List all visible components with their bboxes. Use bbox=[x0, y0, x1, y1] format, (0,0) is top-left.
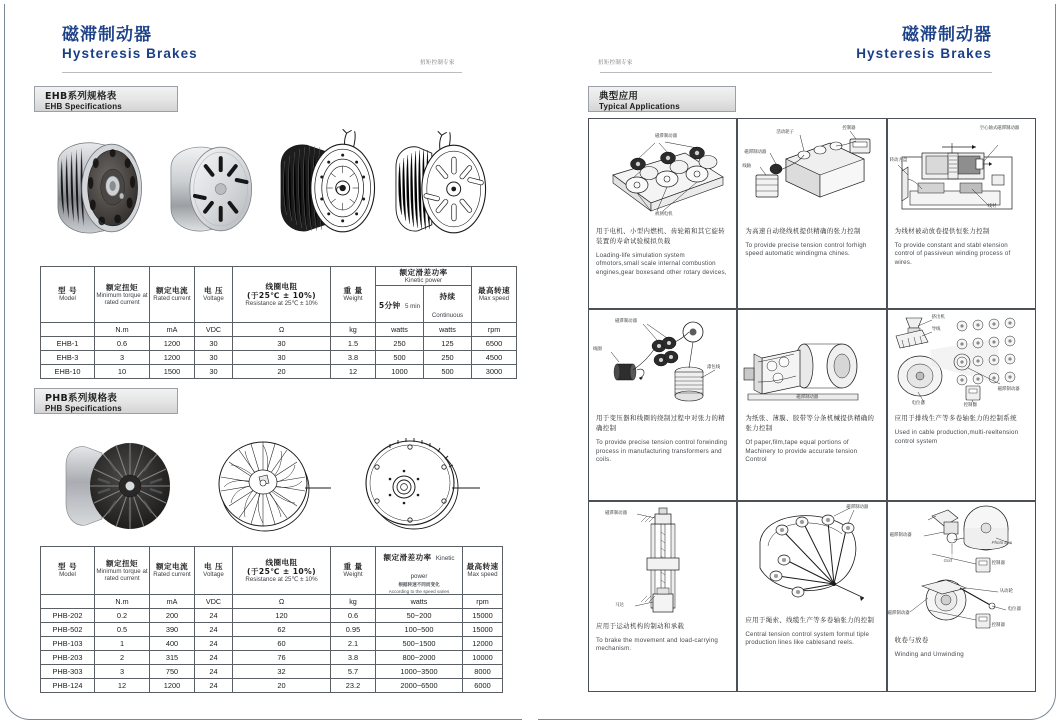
label-wire: 导线 bbox=[931, 327, 941, 333]
phb-col-maxspeed-en: Max speed bbox=[467, 571, 498, 579]
phb-r2-c5: 2.1 bbox=[331, 637, 376, 651]
tagline-right: 扭矩控制专家 bbox=[598, 60, 633, 66]
ehb-col-resistance-en: Resistance at 25℃ ± 10% bbox=[245, 299, 318, 307]
header-title-en-right: Hysteresis Brakes bbox=[856, 46, 992, 61]
phb-col-voltage-en: Voltage bbox=[203, 571, 224, 579]
ehb-sub-5min-en: 5 min bbox=[404, 303, 421, 310]
phb-r3-c1: 2 bbox=[95, 651, 150, 665]
label-controller-bottom: 控制器 bbox=[991, 622, 1005, 628]
app-caption-rope-central-tension bbox=[738, 612, 885, 652]
ehb-r2-c7: 500 bbox=[424, 365, 472, 379]
label-hysteresis-brake: 磁滞制动器 bbox=[744, 150, 767, 155]
phb-r2-c7: 12000 bbox=[463, 637, 503, 651]
ehb-col-current-cn: 额定电流 bbox=[156, 286, 188, 296]
phb-col-model-en: Model bbox=[59, 571, 76, 579]
app-cell-passive-unwinding[interactable] bbox=[887, 118, 1036, 309]
phb-r2-c0: PHB-103 bbox=[41, 637, 95, 651]
table-row bbox=[41, 679, 503, 693]
phb-col-resistance-cn: 线圈电阻 bbox=[265, 557, 298, 567]
label-controller: 控制器 bbox=[963, 403, 977, 409]
ehb-r2-c6: 1000 bbox=[376, 365, 424, 379]
ehb-col-model-cn: 型 号 bbox=[57, 286, 78, 296]
phb-r3-c3: 24 bbox=[195, 651, 233, 665]
table-row bbox=[41, 637, 503, 651]
ehb-r2-c4: 20 bbox=[233, 365, 331, 379]
app-cell-slitting-machine[interactable] bbox=[737, 309, 886, 500]
rope-central-tension-diagram bbox=[738, 502, 886, 612]
phb-r0-c2: 200 bbox=[150, 609, 195, 623]
ehb-unit-3: VDC bbox=[195, 323, 233, 337]
ehb-r0-c4: 30 bbox=[233, 337, 331, 351]
phb-col-resistance-cn2: (于25℃ ± 10%) bbox=[247, 566, 316, 576]
transformer-winding-diagram bbox=[589, 310, 737, 410]
phb-unit-5: kg bbox=[331, 595, 376, 609]
ehb-r1-c1: 3 bbox=[95, 351, 150, 365]
phb-r4-c3: 24 bbox=[195, 665, 233, 679]
app-caption-en: To brake the movement and load-carrying mechanism. bbox=[596, 636, 718, 653]
table-row bbox=[41, 337, 517, 351]
ehb-col-model-en: Model bbox=[59, 295, 76, 303]
table-row bbox=[41, 651, 503, 665]
ehb-r0-c6: 250 bbox=[376, 337, 424, 351]
ehb-unit-8: rpm bbox=[472, 323, 517, 337]
ehb-unit-0 bbox=[41, 323, 95, 337]
phb-col-kinetic-cn-sub: 根据转速不同而变化 bbox=[398, 583, 440, 588]
ehb-sub-cont-cn: 持续 bbox=[439, 292, 456, 301]
label-motor: 马达 bbox=[615, 602, 624, 608]
phb-r4-c5: 5.7 bbox=[331, 665, 376, 679]
phb-unit-2: mA bbox=[150, 595, 195, 609]
plate-phb-en: PHB Specifications bbox=[45, 404, 122, 413]
ehb-product-3-icon bbox=[269, 127, 386, 249]
table-row bbox=[41, 609, 503, 623]
ehb-r0-c7: 125 bbox=[424, 337, 472, 351]
phb-r1-c4: 62 bbox=[233, 623, 331, 637]
phb-r2-c4: 60 bbox=[233, 637, 331, 651]
phb-r5-c7: 6000 bbox=[463, 679, 503, 693]
phb-r3-c5: 3.8 bbox=[331, 651, 376, 665]
app-cell-motor-life-test[interactable] bbox=[588, 118, 737, 309]
phb-product-1-icon bbox=[58, 431, 188, 539]
app-caption-en: Central tension control system formul tiple production lines like cablesand reels. bbox=[745, 630, 870, 647]
label-enamelled-wire: 漆包线 bbox=[707, 365, 721, 371]
app-caption-en: Loading-life simulation system ofmotors,small scale internal combustion engines,gear boxesand other rotary devices, bbox=[596, 252, 727, 276]
phb-col-current-cn: 额定电流 bbox=[156, 562, 188, 572]
phb-r1-c7: 15000 bbox=[463, 623, 503, 637]
table-row bbox=[41, 351, 517, 365]
app-cell-cable-multi-reel[interactable] bbox=[887, 309, 1036, 500]
label-driven-roller: 从动轮 bbox=[999, 588, 1013, 594]
phb-r5-c4: 20 bbox=[233, 679, 331, 693]
ehb-col-kinetic-en: Kinetic power bbox=[404, 276, 443, 284]
phb-r2-c3: 24 bbox=[195, 637, 233, 651]
ehb-col-torque-cn: 额定扭矩 bbox=[106, 282, 138, 292]
motion-braking-diagram bbox=[589, 502, 737, 618]
right-page-header bbox=[600, 26, 992, 72]
phb-r5-c1: 12 bbox=[95, 679, 150, 693]
left-page-header bbox=[62, 26, 462, 72]
label-hysteresis-brake: 磁滞制动器 bbox=[997, 387, 1020, 393]
ehb-col-maxspeed-en: Max speed bbox=[478, 295, 510, 303]
phb-r0-c0: PHB-202 bbox=[41, 609, 95, 623]
phb-col-torque-en: Minimum torque at rated current bbox=[96, 567, 148, 583]
phb-r1-c0: PHB-502 bbox=[41, 623, 95, 637]
app-caption-en: Used in cable production,multi-reeltension control system bbox=[894, 429, 1019, 445]
high-speed-winding-diagram bbox=[738, 119, 886, 223]
phb-r0-c7: 15000 bbox=[463, 609, 503, 623]
phb-r2-c2: 400 bbox=[150, 637, 195, 651]
header-title-en: Hysteresis Brakes bbox=[62, 46, 198, 61]
app-caption-cn: 为线材被动放卷提供恒张力控制 bbox=[894, 227, 990, 235]
table-row bbox=[41, 665, 503, 679]
app-caption-cn: 应用于绳索、线缆生产等多卷轴张力的控制 bbox=[745, 615, 875, 624]
app-caption-high-speed-winding bbox=[738, 223, 885, 263]
plate-apps-cn: 典型应用 bbox=[599, 91, 639, 102]
phb-units-row bbox=[41, 595, 503, 609]
tagline-left: 扭矩控制专家 bbox=[420, 60, 455, 66]
ehb-col-kinetic-cn: 额定滑差功率 bbox=[399, 267, 448, 277]
plate-ehb-en: EHB Specifications bbox=[45, 102, 122, 111]
phb-col-kinetic-en: Kinetic power bbox=[410, 555, 455, 580]
ehb-col-voltage-cn: 电 压 bbox=[203, 286, 224, 296]
ehb-r0-c1: 0.6 bbox=[95, 337, 150, 351]
phb-col-kinetic-cn: 额定滑差功率 bbox=[383, 553, 432, 562]
app-caption-winding-unwinding bbox=[888, 632, 1035, 663]
header-title-cn: 磁滞制动器 bbox=[62, 25, 152, 45]
ehb-r1-c2: 1200 bbox=[150, 351, 195, 365]
phb-r3-c2: 315 bbox=[150, 651, 195, 665]
phb-unit-0 bbox=[41, 595, 95, 609]
phb-col-weight-cn: 重 量 bbox=[343, 562, 363, 572]
ehb-r0-c8: 6500 bbox=[472, 337, 517, 351]
app-caption-cn: 用于变压器和线圈的绕制过程中对张力的精确控制 bbox=[596, 414, 726, 433]
phb-r0-c4: 120 bbox=[233, 609, 331, 623]
phb-r0-c5: 0.6 bbox=[331, 609, 376, 623]
phb-r4-c4: 32 bbox=[233, 665, 331, 679]
typical-applications-grid bbox=[588, 118, 1036, 692]
label-hysteresis-brake: 磁滞制动器 bbox=[615, 319, 637, 325]
label-hysteresis-brake: 磁滞制动器 bbox=[846, 504, 869, 510]
label-potentiometer: 电位器 bbox=[1007, 606, 1021, 612]
right-header-rule bbox=[600, 72, 992, 73]
label-hysteresis-brake: 磁滞制动器 bbox=[655, 134, 677, 139]
phb-r1-c2: 390 bbox=[150, 623, 195, 637]
label-potentiometer: 电位器 bbox=[911, 401, 925, 407]
ehb-r2-c3: 30 bbox=[195, 365, 233, 379]
label-photo-eye: Photo Eye bbox=[991, 539, 1012, 545]
ehb-r1-c5: 3.8 bbox=[331, 351, 376, 365]
phb-product-2-icon bbox=[205, 431, 335, 539]
ehb-r0-c0: EHB-1 bbox=[41, 337, 95, 351]
ehb-col-torque-en: Minimum torque at rated current bbox=[96, 291, 148, 306]
phb-col-torque-cn: 额定扭矩 bbox=[106, 558, 138, 568]
ehb-col-maxspeed-cn: 最高转速 bbox=[478, 286, 510, 296]
app-cell-motion-braking[interactable] bbox=[588, 501, 737, 692]
ehb-unit-1: N.m bbox=[95, 323, 150, 337]
ehb-unit-7: watts bbox=[424, 323, 472, 337]
ehb-unit-6: watts bbox=[376, 323, 424, 337]
label-hollow-shaft-brake-line1: 空心轴式磁滞制动器 bbox=[979, 126, 1020, 131]
ehb-sub-cont-en: Continuous bbox=[431, 312, 464, 319]
app-caption-passive-unwinding bbox=[888, 223, 1035, 271]
phb-unit-3: VDC bbox=[195, 595, 233, 609]
passive-unwinding-diagram bbox=[888, 119, 1036, 223]
app-caption-slitting-machine bbox=[738, 410, 885, 468]
plate-ehb-cn: EHB系列规格表 bbox=[45, 91, 117, 102]
app-caption-cn: 应用于排线生产等多卷轴张力的控制系统 bbox=[894, 414, 1017, 423]
phb-r4-c1: 3 bbox=[95, 665, 150, 679]
ehb-r1-c4: 30 bbox=[233, 351, 331, 365]
app-caption-en: To provide precise tension control forwinding process in manufacturing transformers and coils. bbox=[596, 439, 728, 464]
ehb-product-2-icon bbox=[157, 132, 269, 244]
phb-col-kinetic-en-sub: According to the speed varies bbox=[388, 588, 450, 594]
phb-r4-c7: 8000 bbox=[463, 665, 503, 679]
ehb-col-current-en: Rated current bbox=[153, 295, 191, 303]
plate-typical-applications bbox=[588, 86, 736, 112]
app-caption-en: Winding and Unwinding bbox=[894, 650, 964, 658]
label-bobbin: 线轴 bbox=[742, 164, 752, 169]
phb-r1-c5: 0.95 bbox=[331, 623, 376, 637]
ehb-col-weight-cn: 重 量 bbox=[343, 286, 363, 296]
phb-r3-c7: 10000 bbox=[463, 651, 503, 665]
ehb-units-row bbox=[41, 323, 517, 337]
ehb-r1-c7: 250 bbox=[424, 351, 472, 365]
phb-r5-c2: 1200 bbox=[150, 679, 195, 693]
label-tested-motor: 被测电机 bbox=[655, 212, 673, 217]
phb-product-3-icon bbox=[352, 431, 482, 539]
label-extruder: 挤出机 bbox=[931, 315, 945, 321]
phb-col-maxspeed-cn: 最高转速 bbox=[466, 562, 499, 572]
phb-unit-1: N.m bbox=[95, 595, 150, 609]
ehb-header-row bbox=[41, 267, 517, 286]
ehb-r2-c0: EHB-10 bbox=[41, 365, 95, 379]
ehb-col-weight-en: Weight bbox=[343, 295, 363, 303]
ehb-col-resistance-cn: 线圈电阻 bbox=[265, 281, 298, 291]
phb-r0-c3: 24 bbox=[195, 609, 233, 623]
phb-r2-c6: 500~1500 bbox=[376, 637, 463, 651]
cable-multireel-diagram bbox=[888, 310, 1036, 410]
phb-r0-c6: 50~200 bbox=[376, 609, 463, 623]
ehb-r1-c6: 500 bbox=[376, 351, 424, 365]
app-caption-cn: 为高速自动绕线机提供精确的张力控制 bbox=[745, 227, 861, 235]
ehb-specifications-table bbox=[40, 266, 517, 379]
ehb-r0-c2: 1200 bbox=[150, 337, 195, 351]
phb-r5-c5: 23.2 bbox=[331, 679, 376, 693]
label-rotating-plate: 转动方盘 bbox=[889, 158, 908, 163]
left-header-rule bbox=[62, 72, 462, 73]
phb-header-row bbox=[41, 547, 503, 595]
label-grid: Grid bbox=[943, 557, 952, 563]
label-controller-top: 控制器 bbox=[991, 560, 1005, 566]
ehb-r0-c5: 1.5 bbox=[331, 337, 376, 351]
phb-r3-c0: PHB-203 bbox=[41, 651, 95, 665]
ehb-r1-c3: 30 bbox=[195, 351, 233, 365]
ehb-unit-2: mA bbox=[150, 323, 195, 337]
table-row bbox=[41, 623, 503, 637]
phb-r5-c6: 2000~6500 bbox=[376, 679, 463, 693]
plate-phb-cn: PHB系列规格表 bbox=[45, 393, 118, 404]
phb-unit-4: Ω bbox=[233, 595, 331, 609]
phb-r1-c6: 100~500 bbox=[376, 623, 463, 637]
ehb-r2-c5: 12 bbox=[331, 365, 376, 379]
ehb-unit-4: Ω bbox=[233, 323, 331, 337]
app-caption-cn: 为纸张、薄膜、胶带等分条机械提供精确的张力控制 bbox=[745, 414, 875, 433]
phb-r3-c6: 800~2000 bbox=[376, 651, 463, 665]
table-row bbox=[41, 365, 517, 379]
app-caption-cn: 收卷与放卷 bbox=[894, 635, 929, 644]
label-controller: 控制器 bbox=[842, 126, 856, 131]
app-caption-cn: 应用于运动机构的制动和承载 bbox=[596, 621, 685, 630]
label-wire: 线材 bbox=[987, 204, 997, 209]
app-caption-cn: 用于电机、小型内燃机、齿轮箱和其它旋转装置的寿命试验模拟负载 bbox=[596, 227, 726, 245]
phb-r3-c4: 76 bbox=[233, 651, 331, 665]
phb-r0-c1: 0.2 bbox=[95, 609, 150, 623]
ehb-product-1-icon bbox=[40, 129, 157, 247]
phb-r5-c3: 24 bbox=[195, 679, 233, 693]
plate-phb-specifications bbox=[34, 388, 178, 414]
ehb-r2-c2: 1500 bbox=[150, 365, 195, 379]
phb-r4-c2: 750 bbox=[150, 665, 195, 679]
phb-r4-c0: PHB-303 bbox=[41, 665, 95, 679]
ehb-r2-c1: 10 bbox=[95, 365, 150, 379]
ehb-r0-c3: 30 bbox=[195, 337, 233, 351]
plate-apps-en: Typical Applications bbox=[599, 102, 680, 111]
app-cell-transformer-coil-winding[interactable] bbox=[588, 309, 737, 500]
phb-unit-7: rpm bbox=[463, 595, 503, 609]
app-caption-motor-life-test bbox=[589, 223, 736, 281]
ehb-product-4-icon bbox=[386, 127, 502, 249]
phb-col-current-en: Rated current bbox=[153, 571, 191, 579]
phb-col-voltage-cn: 电 压 bbox=[203, 562, 224, 572]
phb-col-resistance-en: Resistance at 25℃ ± 10% bbox=[245, 575, 318, 583]
ehb-r1-c8: 4500 bbox=[472, 351, 517, 365]
phb-product-images bbox=[50, 430, 490, 540]
label-coil: 线圈 bbox=[593, 347, 602, 353]
phb-specifications-table bbox=[40, 546, 503, 693]
ehb-col-resistance-cn2: (于25℃ ± 10%) bbox=[247, 290, 316, 300]
ehb-col-voltage-en: Voltage bbox=[203, 295, 224, 303]
app-caption-en: Of paper,film,tape equal portions of Machinery to provide accurate tension Control bbox=[745, 439, 858, 464]
ehb-unit-5: kg bbox=[331, 323, 376, 337]
phb-r1-c1: 0.5 bbox=[95, 623, 150, 637]
label-hysteresis-brake: 磁滞制动器 bbox=[605, 510, 627, 516]
phb-col-weight-en: Weight bbox=[343, 571, 363, 579]
app-cell-rope-central-tension[interactable] bbox=[737, 501, 886, 692]
phb-r1-c3: 24 bbox=[195, 623, 233, 637]
app-caption-cable-multi-reel bbox=[888, 410, 1035, 450]
ehb-r1-c0: EHB-3 bbox=[41, 351, 95, 365]
app-caption-en: To provide constant and stabl etension control of passiveun winding process of wires. bbox=[894, 242, 1011, 266]
phb-r5-c0: PHB-124 bbox=[41, 679, 95, 693]
ehb-r2-c8: 3000 bbox=[472, 365, 517, 379]
label-hysteresis-brake: 磁滞制动器 bbox=[796, 395, 819, 401]
phb-r4-c6: 1000~3500 bbox=[376, 665, 463, 679]
label-moving-wheel: 活动轮子 bbox=[776, 130, 794, 135]
app-cell-high-speed-winding[interactable] bbox=[737, 118, 886, 309]
label-hysteresis-brake: 磁滞制动器 bbox=[889, 532, 912, 538]
phb-unit-6: watts bbox=[376, 595, 463, 609]
ehb-sub-5min-cn: 5分钟 bbox=[378, 301, 401, 310]
phb-col-model-cn: 型 号 bbox=[57, 562, 78, 572]
plate-ehb-specifications bbox=[34, 86, 178, 112]
label-hysteresis-brake-bottom: 磁滞制动器 bbox=[887, 610, 910, 616]
app-caption-transformer-coil-winding bbox=[589, 410, 736, 468]
header-title-cn-right: 磁滞制动器 bbox=[902, 25, 992, 45]
app-cell-winding-unwinding[interactable] bbox=[887, 501, 1036, 692]
ehb-product-images bbox=[40, 128, 502, 248]
phb-r2-c1: 1 bbox=[95, 637, 150, 651]
app-caption-motion-braking bbox=[589, 618, 736, 658]
app-caption-en: To provide precise tension control forhigh speed automatic windingma chines. bbox=[745, 242, 867, 258]
